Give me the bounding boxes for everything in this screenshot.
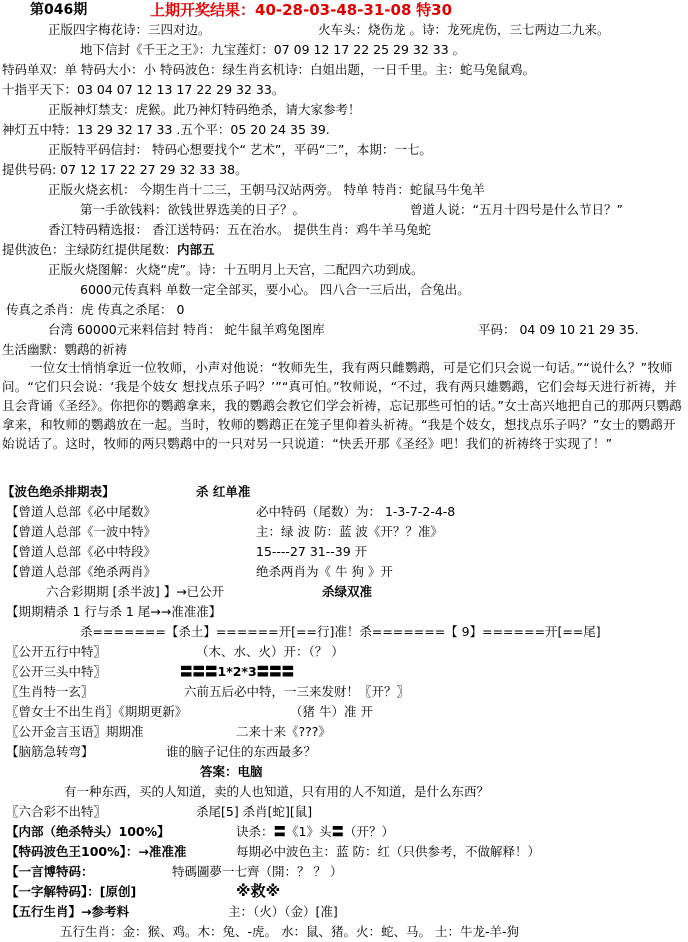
line-zeng-says: 曾道人说：“五月十四号是什么节日？” [410, 202, 623, 217]
row-brain-value: 谁的脑子记住的东西最多？ [166, 744, 317, 759]
row-tail-value: 必中特码（尾数）为： 1-3-7-2-4-8 [256, 504, 456, 519]
row-half-wave-value: 杀绿双准 [322, 584, 373, 599]
row2-no-special-value: 杀尾[5] 杀肖[蛇][鼠] [196, 804, 313, 819]
row2-word-value: 特碼圖夢一七齊（開：？ ？ ） [172, 864, 343, 879]
line-fire-mystery: 正版火烧玄机： 今期生肖十二三，王朝马汉站两旁。 特单 特肖：蛇鼠马牛兔羊 [48, 182, 485, 197]
row-three-head-value: 〓〓〓1*2*3〓〓〓 [180, 664, 295, 679]
answer-value: 电脑 [237, 764, 263, 779]
row-brain-label: 【脑筋急转弯】 [6, 744, 94, 759]
row-period-kill: 【期期精杀 1 行与杀 1 尾→→准准准】 [6, 604, 222, 619]
row-kill-two-value: 绝杀两肖为《 牛 狗 》开 [256, 564, 393, 579]
answer-label: 答案： [200, 764, 238, 779]
row2-inner-label: 【内部（绝杀特头）100%】 [6, 824, 170, 839]
line-flat-code: 正版特平码信封： 特码心想要找个“ 艺术”，平码“二”，本期：一七。 [48, 142, 432, 157]
row-gold-label: 〖公开金言玉语〗期期准 [6, 724, 144, 739]
row-gold-value: 二来十来《???》 [236, 724, 331, 739]
row-lady-label: 〖曾女士不出生肖〗《期期更新》 [6, 704, 188, 719]
line-fax-kill: 传真之杀肖：虎 传真之杀尾： 0 [6, 302, 185, 317]
answer-line [200, 764, 263, 780]
row-wave-kill-value: 杀 红单准 [196, 484, 251, 499]
line-lamp-five: 神灯五中特：13 29 32 17 33 .五个平：05 20 24 35 39. [2, 122, 330, 137]
row-five-elem-label: 〖公开五行中特〗 [6, 644, 107, 659]
line-flat-numbers: 平码： 04 09 10 21 29 35. [478, 322, 639, 337]
header-issue: 第046期 [30, 2, 88, 18]
row2-inner-value: 诀杀：〓《1》头〓（开？） [236, 824, 394, 839]
row-zodiac-value: 六前五后必中特，一三来发财！〖开？〗 [184, 684, 410, 699]
line-first-hand: 第一手欲钱料：欲钱世界选美的日子？。 [80, 202, 306, 217]
line-hk-select: 香江特码精选报： 香江送特码：五在治水。 提供生肖：鸡牛羊马兔蛇 [48, 222, 431, 237]
row2-five-zodiac-label: 【五行生肖】→参考料 [6, 904, 129, 919]
wave-text: 提供波色：主绿防红提供尾数： [2, 242, 178, 257]
row-wave-value: 主：绿 波 防：蓝 波《开？？准》 [256, 524, 443, 539]
row2-five-zodiac-value: 主：（火）（金）[准] [228, 904, 338, 919]
line-plum-poem: 正版四字梅花诗：三四对边。 [48, 22, 211, 37]
line-fax-6000: 6000元传真料 单数一定全部买，要小心。 四八合一三后出，合兔出。 [80, 282, 470, 297]
header-result [150, 2, 452, 18]
line-fire-diagram: 正版火烧图解：火烧“虎”。诗：十五明月上天宫，二配四六功到成。 [48, 262, 424, 277]
row2-char-value: ※救※ [236, 882, 281, 900]
line-provide-numbers: 提供号码: 07 12 17 22 27 29 32 33 38。 [2, 162, 248, 177]
inner-tag: 内部五 [177, 242, 215, 257]
row-three-head-label: 〖公开三头中特〗 [6, 664, 107, 679]
line-lamp-ban: 正版神灯禁支：虎猴。此乃神灯特码绝杀，请大家参考！ [48, 102, 361, 117]
line-underground-letter: 地下信封《千王之王》：九宝莲灯：07 09 12 17 22 25 29 32 33 。 [80, 42, 466, 57]
line-train-head: 火车头：烧伤龙 。诗：龙死虎伤，三七两边二九来。 [318, 22, 610, 37]
line-ten-fingers: 十指平天下：03 04 07 12 13 17 22 29 32 33。 [2, 82, 285, 97]
row-segment-label: 【曾道人总部《必中特段》 [6, 544, 157, 559]
line-taiwan-letter: 台湾 60000元来料信封 特肖： 蛇牛鼠羊鸡兔图库 [48, 322, 325, 337]
line-wave-color [2, 242, 215, 258]
row-kill-earth: 杀=======【杀土】======开[==行]准！杀=======【 9】======开[==尾] [80, 624, 601, 639]
line-humor-title: 生活幽默：鹦鹉的祈祷 [2, 342, 128, 357]
row2-no-special-label: 〖六合彩不出特〗 [6, 804, 107, 819]
row-kill-two-label: 【曾道人总部《绝杀两肖》 [6, 564, 157, 579]
row-wave-label: 【曾道人总部《一波中特》 [6, 524, 157, 539]
result-special: 特30 [416, 1, 453, 19]
result-label: 上期开奖结果： [150, 1, 256, 19]
row-wave-kill [2, 484, 115, 500]
row-tail-label: 【曾道人总部《必中尾数》 [6, 504, 157, 519]
line-odd-even: 特码单双：单 特码大小：小 特码波色：绿生肖玄机诗：白姐出题，一日千里。主：蛇马兔鼠鸡。 [2, 62, 535, 77]
footer-five-elements: 五行生肖：金：猴、鸡。木：兔、-虎。 水：鼠、猪。火：蛇、马。 土：牛龙-羊-狗 [60, 924, 519, 939]
row-segment-value: 15----27 31--39 开 [256, 544, 368, 559]
row2-wave-king-value: 每期必中波色主：蓝 防：红（只供参考，不做解释！） [236, 844, 540, 859]
result-numbers: 40-28-03-48-31-08 [255, 1, 412, 19]
row-zodiac-label: 〖生肖特一玄〗 [6, 684, 94, 699]
row-label: 【波色绝杀排期表】 [2, 484, 115, 499]
riddle-line: 有一种东西，买的人知道，卖的人也知道，只有用的人不知道，是什么东西？ [64, 784, 490, 799]
row2-char-label: 【一字解特码】：[原创] [6, 884, 137, 899]
row-five-elem-value: （木、水、火）开：（？ ） [196, 644, 344, 659]
row2-wave-king-label: 【特码波色王100%】：→准准准 [6, 844, 187, 859]
row-half-wave-label: 六合彩期期 [杀半波] 】→已公开 [46, 584, 225, 599]
row-lady-value: （猪 牛）准 开 [290, 704, 373, 719]
row2-word-label: 【一言博特码： [6, 864, 94, 879]
story-paragraph: 一位女士悄悄拿近一位牧师，小声对他说：“牧师先生，我有两只雌鹦鹉，可是它们只会说一句话。”“说什么？”牧师问。“它们只会说：‘我是个妓女 想找点乐子吗？’”“真可怕。”牧师说，“不过，我有两只雄鹦鹉，它们会每天进行祈祷，并且会背诵《圣经》。你把你的鹦鹉拿来，我的鹦鹉会教它们学会祈祷，忘记那些可怕的话。”女士高兴地把自己的那两只鹦鹉拿来，和牧师的鹦鹉放在一起。当时，牧师的鹦鹉正在笼子里仰着头祈祷。“我是个妓女，想找点乐子吗？”女士的鹦鹉开始说话了。这时，牧师的两只鹦鹉中的一只对另一只说道：“快丢开那《圣经》吧！我们的祈祷终于实现了！” [2, 360, 682, 451]
